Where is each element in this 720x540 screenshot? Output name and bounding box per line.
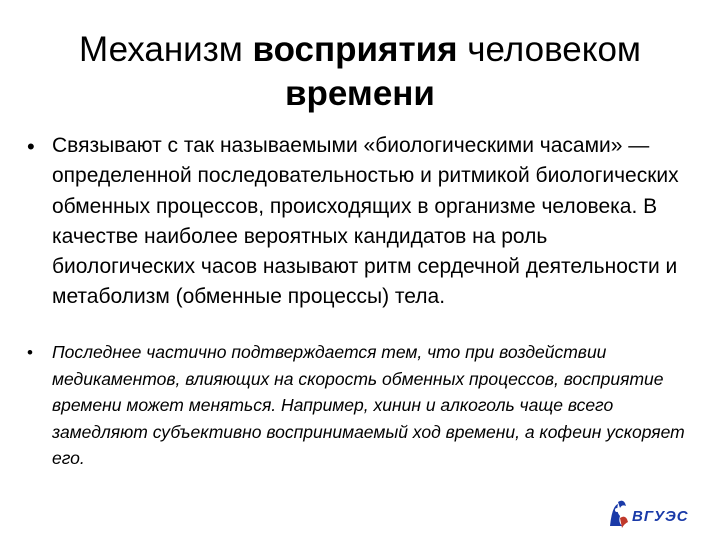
title-bold-1: восприятия [252, 30, 458, 69]
title-bold-2: времени [285, 74, 435, 113]
logo-text: ВГУЭС [632, 508, 689, 525]
title-text-1: Механизм [79, 30, 253, 69]
bullet-dot: • [27, 134, 35, 159]
bullet-text-1: Связывают с так называемыми «биологическими часами» — определенной последовательностью и ритмикой биологических обменных процессов, происходящих в организме человека. В качестве наиболее вероятных кандидатов на роль биологических часов называют ритм сердечной деятельности и метаболизм (обменные процессы) тела. [52, 134, 679, 309]
university-logo-icon [606, 496, 696, 532]
university-logo [606, 496, 696, 532]
bullet-dot: • [27, 343, 33, 362]
title-text-2: человеком [457, 30, 641, 69]
slide-title [20, 28, 700, 116]
bullet-text-2: Последнее частично подтверждается тем, что при воздействии медикаментов, влияющих на скорость обменных процессов, восприятие времени может меняться. Например, хинин и алкоголь чаще всего замедляют субъективно воспринимаемый ход времени, а кофеин ускоряет его. [52, 342, 685, 469]
